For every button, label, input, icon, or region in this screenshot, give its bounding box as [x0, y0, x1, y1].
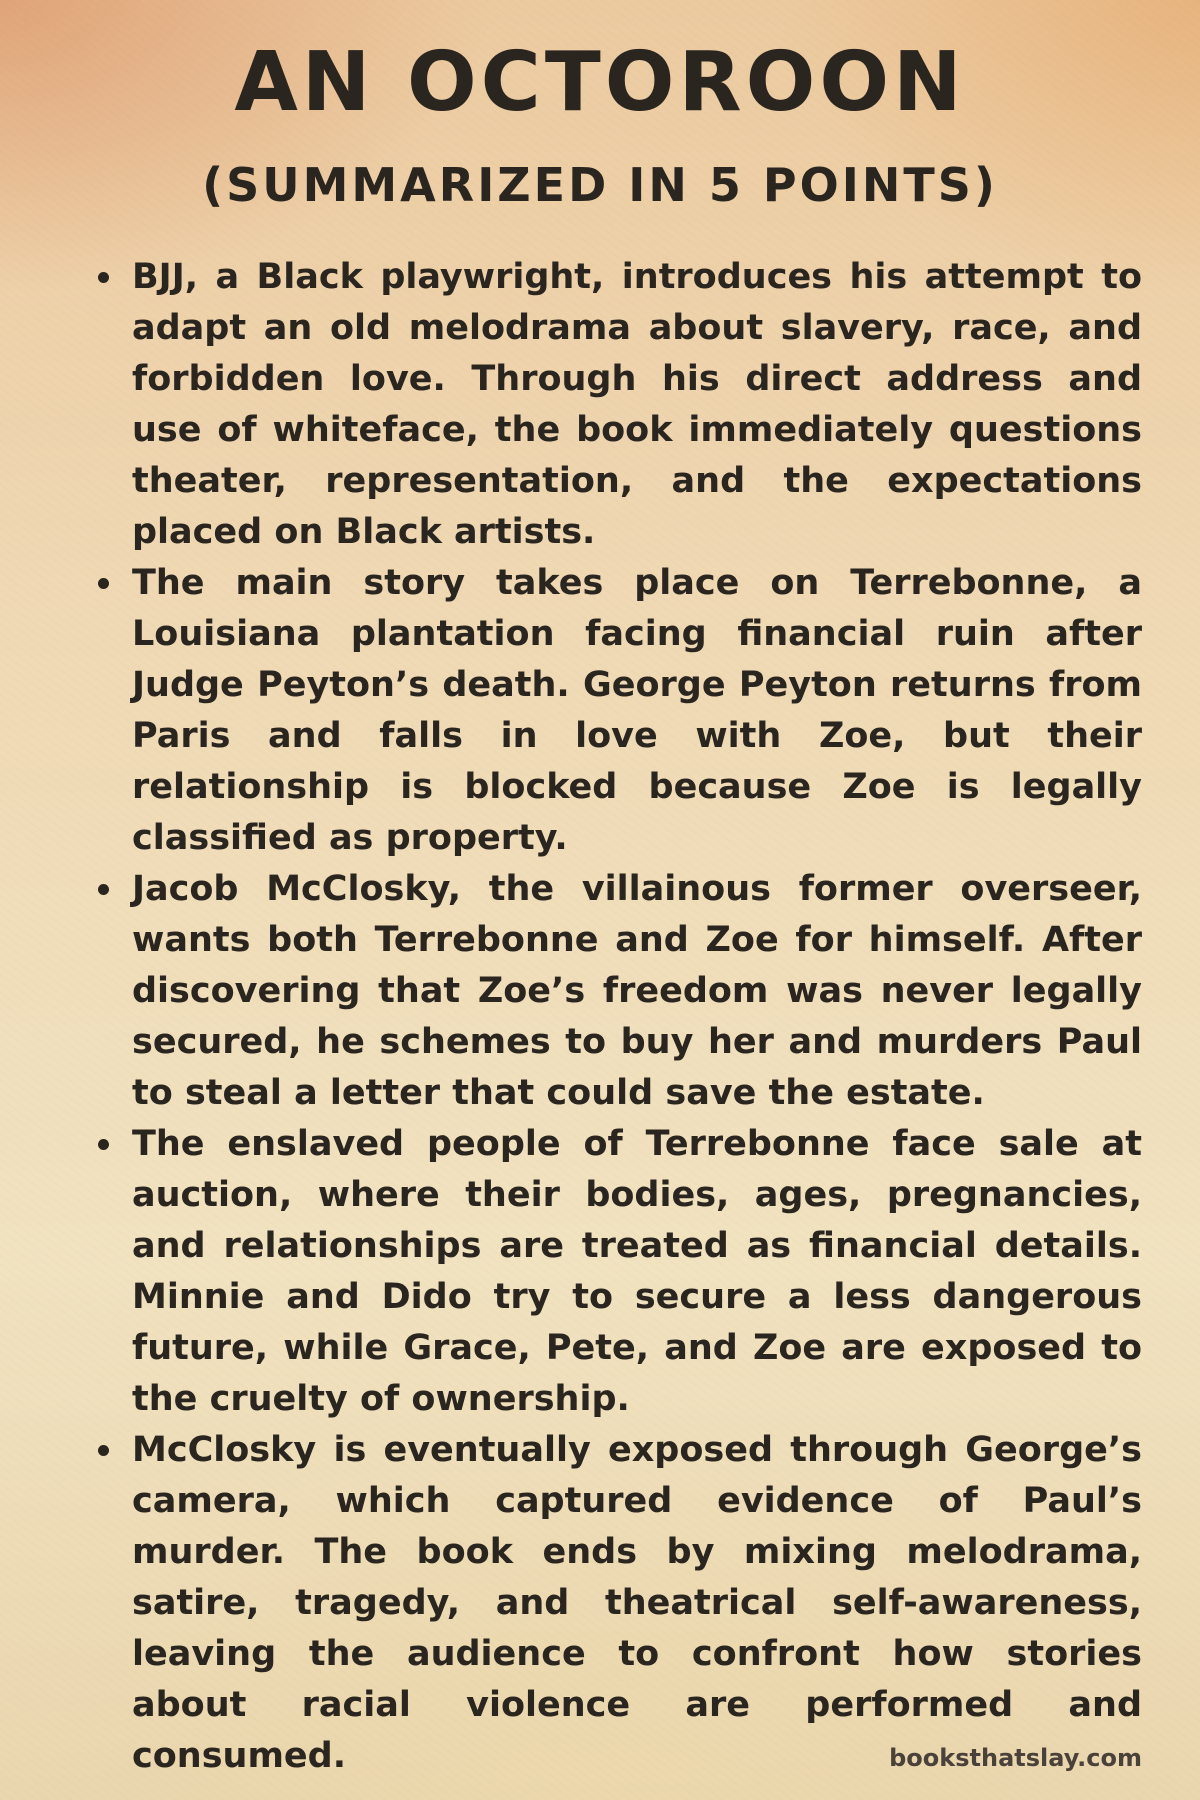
bullet-icon	[98, 1445, 109, 1456]
summary-point-text: The enslaved people of Terrebonne face sale at auction, where their bodies, ages, pregnancies, and relationships are treated as financial details. Minnie and Dido try to secure a less dangerous future, while Grace, Pete, and Zoe are exposed to the cruelty of ownership.	[132, 1124, 1142, 1419]
summary-point-text: McClosky is eventually exposed through George’s camera, which captured evidence of Paul’s murder. The book ends by mixing melodrama, satire, tragedy, and theatrical self-awareness, leaving the audience to confront how stories about racial violence are performed and consumed.	[132, 1430, 1142, 1776]
bullet-icon	[98, 884, 109, 895]
page-subtitle: (SUMMARIZED IN 5 POINTS)	[202, 158, 998, 212]
bullet-icon	[98, 578, 109, 589]
summary-point-5	[92, 1425, 1142, 1782]
summary-point-2	[92, 558, 1142, 864]
bullet-icon	[98, 272, 109, 283]
summary-point-1	[92, 252, 1142, 558]
summary-point-text: Jacob McClosky, the villainous former overseer, wants both Terrebonne and Zoe for himself. After discovering that Zoe’s freedom was never legally secured, he schemes to buy her and murders Paul to steal a letter that could save the estate.	[132, 869, 1142, 1113]
summary-point-4	[92, 1119, 1142, 1425]
source-link[interactable]: booksthatslay.com	[889, 1744, 1142, 1772]
summary-list	[92, 252, 1142, 1782]
summary-point-text: BJJ, a Black playwright, introduces his attempt to adapt an old melodrama about slavery, race, and forbidden love. Through his direct address and use of whiteface, the book immediately questions theater, representation, and the expectations placed on Black artists.	[132, 257, 1142, 552]
summary-point-text: The main story takes place on Terrebonne, a Louisiana plantation facing financial ruin after Judge Peyton’s death. George Peyton returns from Paris and falls in love with Zoe, but their relationship is blocked because Zoe is legally classified as property.	[132, 563, 1142, 858]
page-title: AN OCTOROON	[234, 35, 966, 130]
summary-point-3	[92, 864, 1142, 1119]
bullet-icon	[98, 1139, 109, 1150]
